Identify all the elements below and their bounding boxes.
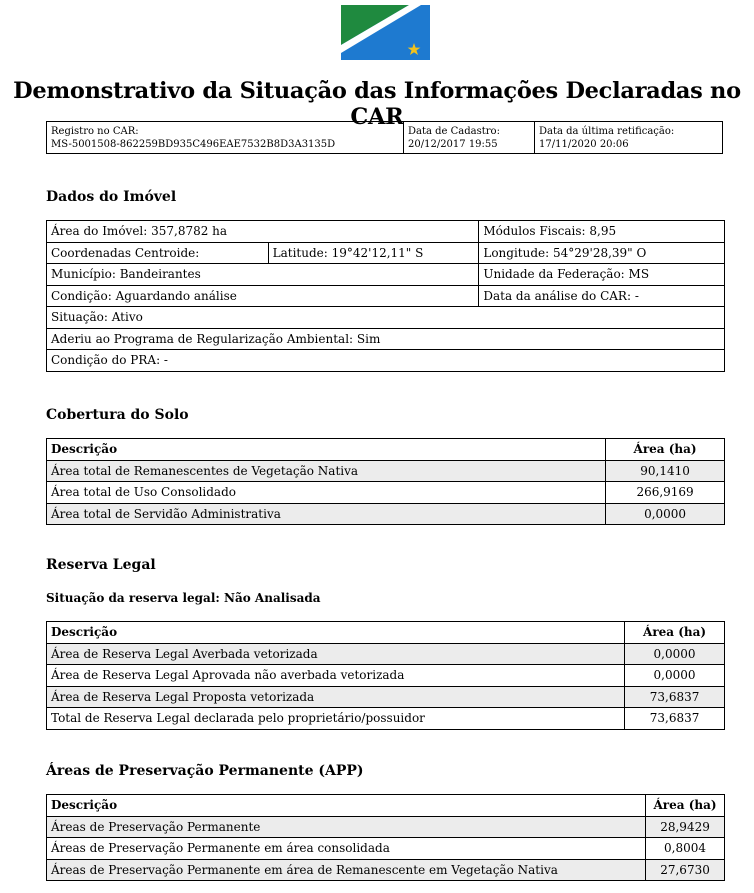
cadastro-cell xyxy=(403,122,534,153)
row-area: 0,8004 xyxy=(646,838,725,860)
condicao-pra: Condição do PRA: - xyxy=(47,350,725,372)
registro-value: MS-5001508-862259BD935C496EAE7532B8D3A3135D xyxy=(51,139,336,150)
mato-grosso-do-sul-flag-icon xyxy=(341,5,430,60)
condicao: Condição: Aguardando análise xyxy=(47,285,479,307)
section-cobertura-solo: Cobertura do Solo xyxy=(46,407,189,423)
section-reserva-legal: Reserva Legal xyxy=(46,557,156,573)
table-row xyxy=(47,816,725,838)
coordenadas-centroide: Coordenadas Centroide: xyxy=(47,242,269,264)
row-area: 27,6730 xyxy=(646,859,725,881)
row-area: 0,0000 xyxy=(606,503,725,525)
situacao-reserva-legal: Situação da reserva legal: Não Analisada xyxy=(46,591,321,605)
section-app: Áreas de Preservação Permanente (APP) xyxy=(46,763,364,779)
row-area: 28,9429 xyxy=(646,816,725,838)
cadastro-label: Data de Cadastro: xyxy=(408,126,500,137)
row-description: Áreas de Preservação Permanente em área consolidada xyxy=(47,838,646,860)
row-description: Área de Reserva Legal Aprovada não averbada vetorizada xyxy=(47,665,625,687)
retificacao-cell xyxy=(534,122,722,153)
retificacao-label: Data da última retificação: xyxy=(539,126,675,137)
longitude: Longitude: 54°29'28,39" O xyxy=(479,242,725,264)
table-row xyxy=(47,859,725,881)
table-row xyxy=(47,482,725,504)
row-description: Área total de Remanescentes de Vegetação Nativa xyxy=(47,460,606,482)
row-description: Área de Reserva Legal Proposta vetorizada xyxy=(47,686,625,708)
row-area: 266,9169 xyxy=(606,482,725,504)
table-row xyxy=(47,643,725,665)
table-row xyxy=(47,665,725,687)
row-description: Áreas de Preservação Permanente em área de Remanescente em Vegetação Nativa xyxy=(47,859,646,881)
row-description: Área total de Servidão Administrativa xyxy=(47,503,606,525)
unidade-federacao: Unidade da Federação: MS xyxy=(479,264,725,286)
row-description: Áreas de Preservação Permanente xyxy=(47,816,646,838)
table-row xyxy=(47,686,725,708)
row-description: Área total de Uso Consolidado xyxy=(47,482,606,504)
row-area: 73,6837 xyxy=(625,686,725,708)
retificacao-value: 17/11/2020 20:06 xyxy=(539,139,629,150)
document-title: Demonstrativo da Situação das Informações Declaradas no CAR xyxy=(13,78,741,130)
row-area: 90,1410 xyxy=(606,460,725,482)
table-row xyxy=(47,708,725,730)
area-imovel: Área do Imóvel: 357,8782 ha xyxy=(47,221,479,243)
column-header-descricao: Descrição xyxy=(47,622,625,644)
row-area: 73,6837 xyxy=(625,708,725,730)
row-area: 0,0000 xyxy=(625,665,725,687)
column-header-area: Área (ha) xyxy=(625,622,725,644)
column-header-descricao: Descrição xyxy=(47,439,606,461)
row-description: Total de Reserva Legal declarada pelo proprietário/possuidor xyxy=(47,708,625,730)
table-row xyxy=(47,503,725,525)
table-row xyxy=(47,460,725,482)
column-header-descricao: Descrição xyxy=(47,795,646,817)
app-table xyxy=(46,794,725,881)
row-area: 0,0000 xyxy=(625,643,725,665)
registro-cell xyxy=(47,122,403,153)
table-row xyxy=(47,838,725,860)
cobertura-solo-table xyxy=(46,438,725,525)
situacao: Situação: Ativo xyxy=(47,307,725,329)
column-header-area: Área (ha) xyxy=(606,439,725,461)
registro-box xyxy=(46,121,723,154)
registro-label: Registro no CAR: xyxy=(51,126,139,137)
municipio: Município: Bandeirantes xyxy=(47,264,479,286)
section-dados-imovel: Dados do Imóvel xyxy=(46,189,177,205)
row-description: Área de Reserva Legal Averbada vetorizada xyxy=(47,643,625,665)
data-analise: Data da análise do CAR: - xyxy=(479,285,725,307)
column-header-area: Área (ha) xyxy=(646,795,725,817)
latitude: Latitude: 19°42'12,11" S xyxy=(268,242,479,264)
cadastro-value: 20/12/2017 19:55 xyxy=(408,139,498,150)
modulos-fiscais: Módulos Fiscais: 8,95 xyxy=(479,221,725,243)
aderiu-pra: Aderiu ao Programa de Regularização Ambiental: Sim xyxy=(47,328,725,350)
reserva-legal-table xyxy=(46,621,725,730)
dados-imovel-table xyxy=(46,220,725,372)
